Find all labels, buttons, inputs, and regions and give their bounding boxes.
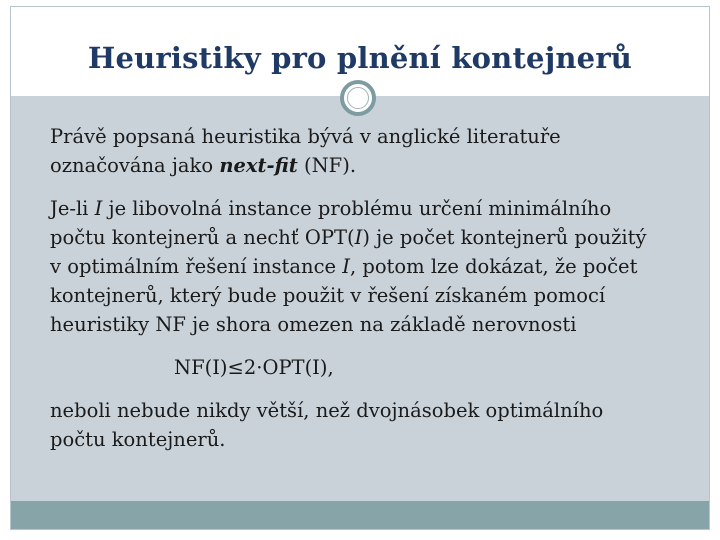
- slide-title: Heuristiky pro plnění kontejnerů: [87, 41, 633, 75]
- text-run: , potom lze dokázat, že počet: [349, 255, 638, 278]
- slide-body: [50, 122, 695, 454]
- variable-i: I: [354, 226, 363, 249]
- text-run: ) je počet kontejnerů použitý: [362, 226, 647, 249]
- variable-i: I: [342, 255, 350, 278]
- text-run: kontejnerů, který bude použit v řešení získaném pomocí: [50, 284, 606, 307]
- variable-i: I: [94, 197, 103, 220]
- paragraph-intro: [50, 122, 695, 180]
- term-next-fit: next-fit: [219, 154, 298, 177]
- text-run: (NF).: [297, 154, 357, 177]
- text-run: Právě popsaná heuristika bývá v anglické literatuře: [50, 125, 561, 148]
- text-run: označována jako: [50, 154, 220, 177]
- text-run: v optimálním řešení instance: [50, 255, 343, 278]
- formula: NF(I)≤2·OPT(I),: [174, 356, 334, 379]
- divider-ring-icon: [340, 80, 376, 116]
- text-run: neboli nebude nikdy větší, než dvojnásobek optimálního: [50, 399, 604, 422]
- text-run: počtu kontejnerů a nechť OPT(: [50, 226, 355, 249]
- text-run: heuristiky NF je shora omezen na základě nerovnosti: [50, 313, 577, 336]
- text-run: počtu kontejnerů.: [50, 428, 226, 451]
- footer-bar: [11, 501, 709, 529]
- paragraph-conclusion: [50, 396, 695, 454]
- text-run: Je-li: [50, 197, 95, 220]
- text-run: je libovolná instance problému určení minimálního: [102, 197, 612, 220]
- paragraph-theorem: [50, 194, 695, 339]
